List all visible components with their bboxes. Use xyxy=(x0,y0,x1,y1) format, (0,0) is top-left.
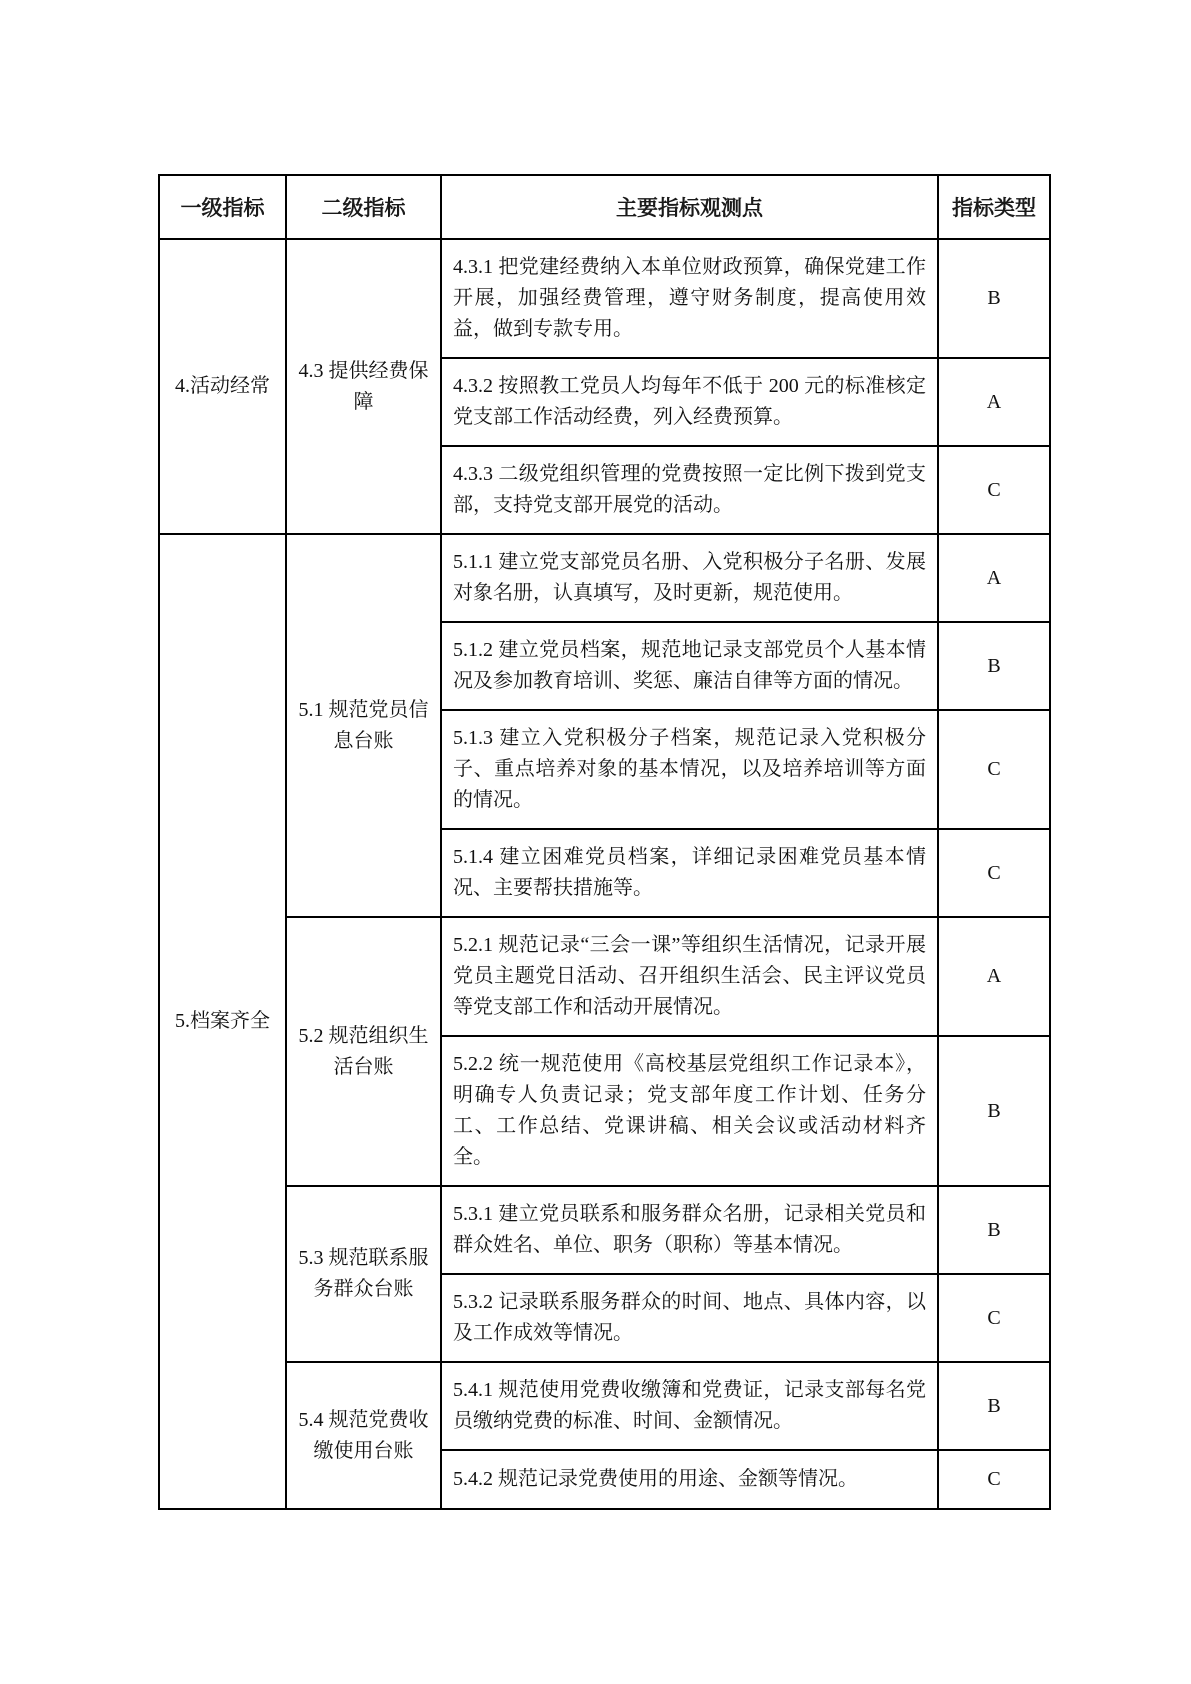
table-row xyxy=(159,917,1050,1036)
header-primary-indicator: 一级指标 xyxy=(159,175,286,239)
header-secondary-indicator: 二级指标 xyxy=(286,175,441,239)
observation-cell: 5.3.1 建立党员联系和服务群众名册，记录相关党员和群众姓名、单位、职务（职称）等基本情况。 xyxy=(441,1186,938,1274)
observation-cell: 5.4.1 规范使用党费收缴簿和党费证，记录支部每名党员缴纳党费的标准、时间、金额情况。 xyxy=(441,1362,938,1450)
indicator-type-cell: B xyxy=(938,1362,1050,1450)
indicator-type-cell: C xyxy=(938,1450,1050,1509)
observation-cell: 5.1.1 建立党支部党员名册、入党积极分子名册、发展对象名册，认真填写，及时更新，规范使用。 xyxy=(441,534,938,622)
table-row xyxy=(159,534,1050,622)
observation-cell: 5.2.2 统一规范使用《高校基层党组织工作记录本》，明确专人负责记录；党支部年度工作计划、任务分工、工作总结、党课讲稿、相关会议或活动材料齐全。 xyxy=(441,1036,938,1186)
primary-indicator-cell: 4.活动经常 xyxy=(159,239,286,534)
table-row xyxy=(159,1186,1050,1274)
secondary-indicator-cell: 5.1 规范党员信息台账 xyxy=(286,534,441,917)
observation-cell: 4.3.1 把党建经费纳入本单位财政预算，确保党建工作开展，加强经费管理，遵守财务制度，提高使用效益，做到专款专用。 xyxy=(441,239,938,358)
observation-cell: 4.3.2 按照教工党员人均每年不低于 200 元的标准核定党支部工作活动经费，列入经费预算。 xyxy=(441,358,938,446)
indicator-type-cell: C xyxy=(938,1274,1050,1362)
secondary-indicator-cell: 5.4 规范党费收缴使用台账 xyxy=(286,1362,441,1509)
indicator-type-cell: B xyxy=(938,1186,1050,1274)
table-row xyxy=(159,239,1050,358)
table-row xyxy=(159,1362,1050,1450)
indicator-table xyxy=(158,174,1051,1510)
primary-indicator-cell: 5.档案齐全 xyxy=(159,534,286,1509)
observation-cell: 5.2.1 规范记录“三会一课”等组织生活情况，记录开展党员主题党日活动、召开组织生活会、民主评议党员等党支部工作和活动开展情况。 xyxy=(441,917,938,1036)
header-observation-point: 主要指标观测点 xyxy=(441,175,938,239)
secondary-indicator-cell: 4.3 提供经费保障 xyxy=(286,239,441,534)
secondary-indicator-cell: 5.3 规范联系服务群众台账 xyxy=(286,1186,441,1362)
indicator-type-cell: A xyxy=(938,358,1050,446)
observation-cell: 5.1.3 建立入党积极分子档案，规范记录入党积极分子、重点培养对象的基本情况，以及培养培训等方面的情况。 xyxy=(441,710,938,829)
indicator-type-cell: B xyxy=(938,622,1050,710)
secondary-indicator-cell: 5.2 规范组织生活台账 xyxy=(286,917,441,1186)
indicator-type-cell: A xyxy=(938,534,1050,622)
header-indicator-type: 指标类型 xyxy=(938,175,1050,239)
indicator-type-cell: B xyxy=(938,1036,1050,1186)
indicator-type-cell: A xyxy=(938,917,1050,1036)
observation-cell: 5.1.4 建立困难党员档案，详细记录困难党员基本情况、主要帮扶措施等。 xyxy=(441,829,938,917)
observation-cell: 5.4.2 规范记录党费使用的用途、金额等情况。 xyxy=(441,1450,938,1509)
indicator-type-cell: B xyxy=(938,239,1050,358)
indicator-type-cell: C xyxy=(938,446,1050,534)
observation-cell: 5.3.2 记录联系服务群众的时间、地点、具体内容，以及工作成效等情况。 xyxy=(441,1274,938,1362)
indicator-type-cell: C xyxy=(938,829,1050,917)
observation-cell: 4.3.3 二级党组织管理的党费按照一定比例下拨到党支部，支持党支部开展党的活动。 xyxy=(441,446,938,534)
indicator-type-cell: C xyxy=(938,710,1050,829)
table-header-row xyxy=(159,175,1050,239)
observation-cell: 5.1.2 建立党员档案，规范地记录支部党员个人基本情况及参加教育培训、奖惩、廉洁自律等方面的情况。 xyxy=(441,622,938,710)
